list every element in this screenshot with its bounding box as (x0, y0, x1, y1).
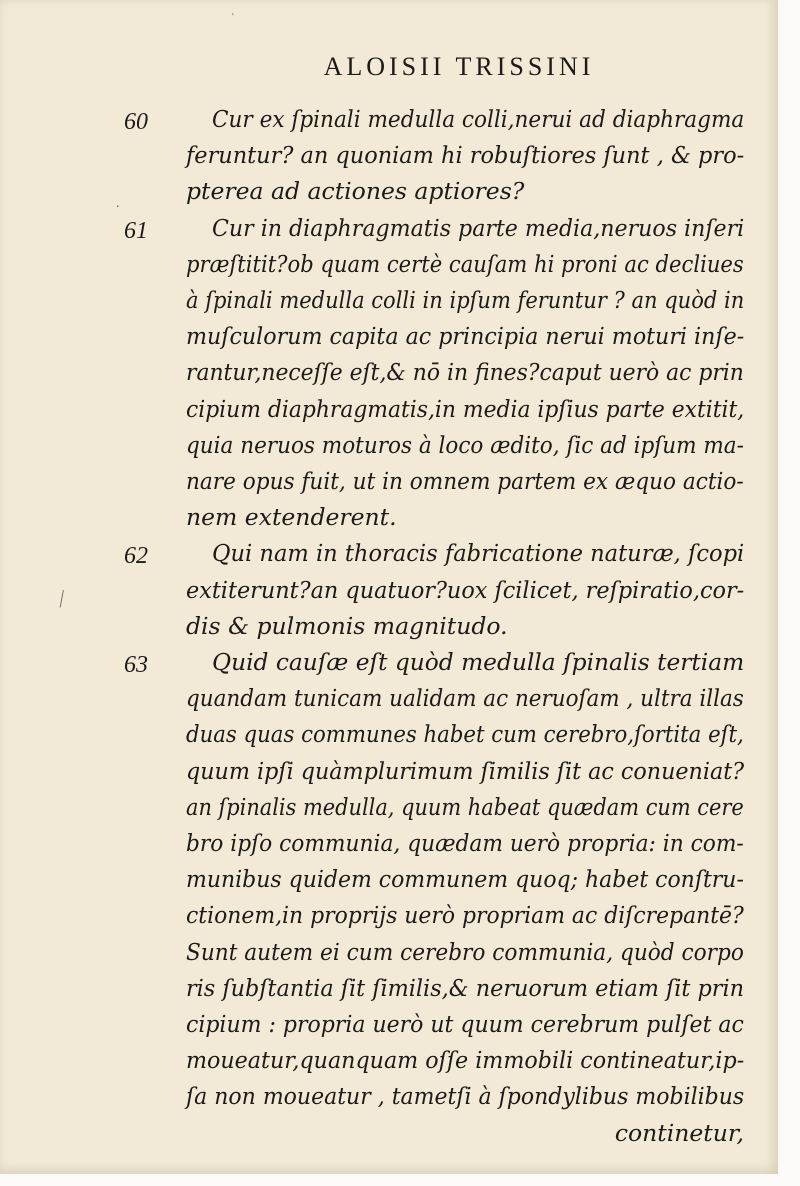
text-line: ris ſubſtantia ſit ſimilis,& neruorum etiam ſit prin (186, 973, 744, 1002)
text-line: continetur, (614, 1118, 744, 1147)
text-line: quia neruos moturos à loco ædito, ſic ad ipſum ma- (186, 430, 744, 459)
text-line: quum ipſi quàmplurimum ſimilis ſit ac conueniat? (186, 756, 745, 785)
text-line: quandam tunicam ualidam ac neruoſam , ultra illas (186, 684, 744, 713)
section-number: 60 (124, 109, 148, 135)
text-line: à ſpinali medulla colli in ipſum feruntur ? an quòd in (186, 286, 745, 314)
text-line: præſtitit?ob quam certè cauſam hi proni ac decliues (186, 249, 744, 278)
text-line: rantur,neceſſe eſt,& nō in fines?caput uerò ac prin (186, 358, 744, 387)
text-line: Quid cauſæ eſt quòd medulla ſpinalis tertiam (212, 648, 745, 676)
text-line: pterea ad actiones aptiores? (186, 177, 525, 206)
text-line: moueatur,quanquam oſſe immobili contineatur,ip- (186, 1046, 745, 1075)
text-line: bro ipſo communia, quædam uerò propria: in com- (186, 829, 744, 857)
text-line: cipium diaphragmatis,in media ipſius parte extitit, (186, 394, 745, 423)
text-line: munibus quidem communem quoq; habet conſtru- (186, 865, 744, 894)
pen-stroke-mark: ⁄ (54, 586, 69, 611)
text-line: duas quas communes habet cum cerebro,ſortita eſt, (186, 720, 744, 749)
ink-speck: ' (232, 12, 234, 23)
running-head: ALOISII TRISSINI (323, 52, 595, 81)
text-line: cipium : propria uerò ut quum cerebrum pulſet ac (186, 1010, 744, 1038)
section-number: 63 (124, 652, 148, 678)
section-number: 62 (124, 543, 148, 570)
text-line: nem extenderent. (186, 503, 397, 532)
text-line: Cur ex ſpinali medulla colli,nerui ad diaphragma (212, 105, 745, 133)
text-line: extiterunt?an quatuor?uox ſcilicet, reſpiratio,cor- (186, 575, 745, 604)
page-bottom-margin (0, 1174, 800, 1186)
text-line: ſa non moueatur , tametſi à ſpondylibus mobilibus (186, 1082, 745, 1111)
text-line: Cur in diaphragmatis parte media,neruos inſeri (212, 213, 745, 242)
text-line: nare opus fuit, ut in omnem partem ex æquo actio- (186, 467, 744, 495)
text-line: dis & pulmonis magnitudo. (186, 611, 508, 640)
text-line: an ſpinalis medulla, quum habeat quædam cum cere (186, 792, 744, 821)
text-line: feruntur? an quoniam hi robuſtiores ſunt , & pro- (186, 141, 745, 170)
text-line: ctionem,in proprijs uerò propriam ac diſcrepantē? (186, 901, 744, 930)
text-line: Qui nam in thoracis fabricatione naturæ, ſcopi (212, 539, 745, 568)
ink-speck: . (116, 196, 120, 211)
section-number: 61 (124, 217, 148, 244)
text-line: Sunt autem ei cum cerebro communia, quòd corpo (186, 937, 744, 966)
page-right-margin (778, 0, 800, 1186)
text-line: muſculorum capita ac principia nerui moturi inſe- (186, 322, 745, 351)
